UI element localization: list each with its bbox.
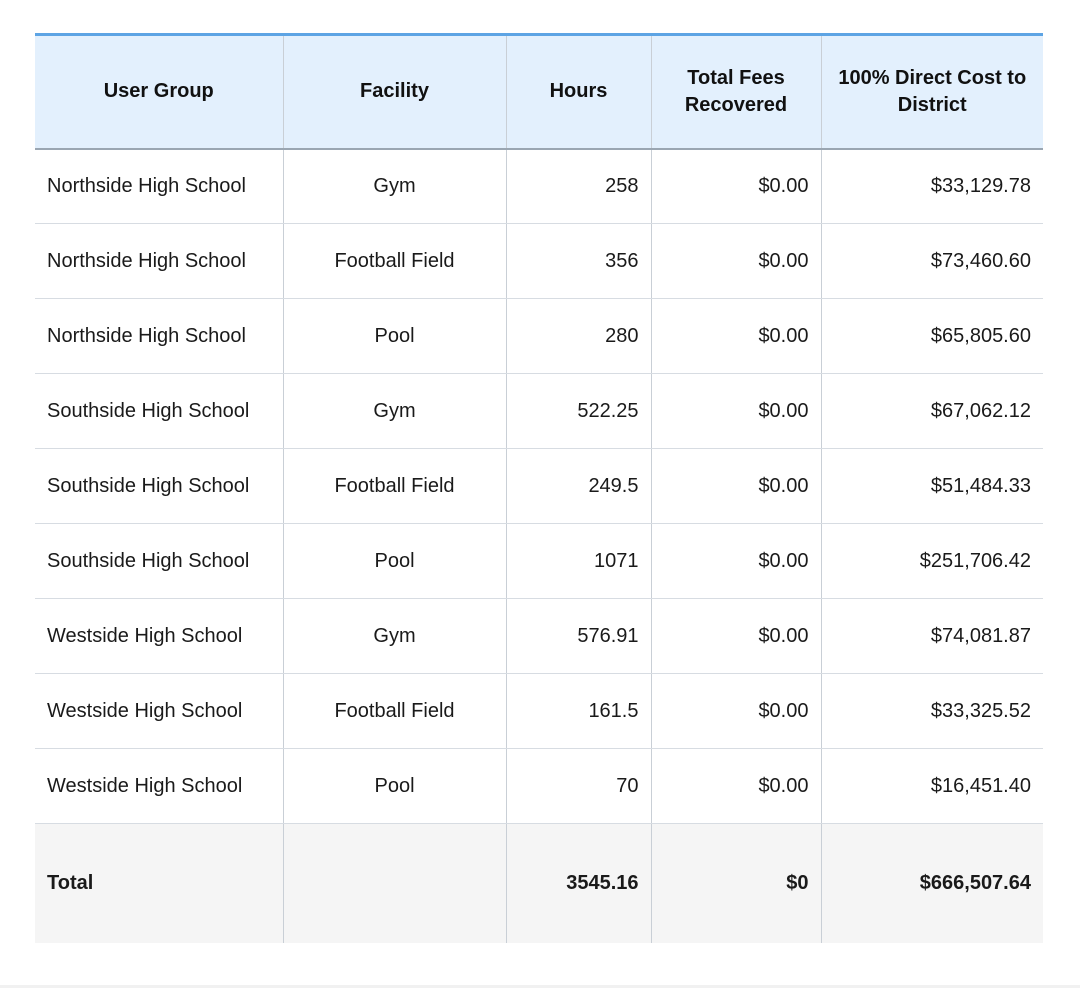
header-direct-cost-label: 100% Direct Cost to District <box>838 66 1027 116</box>
cell-direct-cost: $51,484.33 <box>821 449 1043 524</box>
header-total-fees-recovered <box>651 35 821 149</box>
total-label: Total <box>47 871 94 894</box>
facility-cost-table <box>35 33 1043 943</box>
header-user-group: User Group <box>35 35 283 149</box>
total-row <box>35 824 1043 943</box>
table-row <box>35 374 1043 449</box>
cell-fees-recovered: $0.00 <box>651 599 821 674</box>
total-hours: 3545.16 <box>506 824 651 943</box>
cell-direct-cost: $65,805.60 <box>821 299 1043 374</box>
header-facility: Facility <box>283 35 506 149</box>
cell-direct-cost: $16,451.40 <box>821 749 1043 824</box>
cell-hours: 356 <box>506 224 651 299</box>
cell-direct-cost: $33,325.52 <box>821 674 1043 749</box>
cell-direct-cost: $33,129.78 <box>821 149 1043 224</box>
cell-hours: 1071 <box>506 524 651 599</box>
header-direct-cost <box>821 35 1043 149</box>
cell-facility: Pool <box>283 524 506 599</box>
cell-user-group: Northside High School <box>35 224 283 299</box>
table-row <box>35 449 1043 524</box>
cell-hours: 161.5 <box>506 674 651 749</box>
cell-user-group: Westside High School <box>35 674 283 749</box>
header-total-fees-label: Total Fees Recovered <box>684 66 788 116</box>
cell-fees-recovered: $0.00 <box>651 674 821 749</box>
table-row <box>35 524 1043 599</box>
cell-facility: Football Field <box>283 674 506 749</box>
cell-hours: 280 <box>506 299 651 374</box>
cell-facility: Gym <box>283 149 506 224</box>
cell-fees-recovered: $0.00 <box>651 149 821 224</box>
table-row <box>35 149 1043 224</box>
cell-facility: Pool <box>283 299 506 374</box>
cell-fees-recovered: $0.00 <box>651 299 821 374</box>
cell-fees-recovered: $0.00 <box>651 374 821 449</box>
cell-direct-cost: $67,062.12 <box>821 374 1043 449</box>
table-row <box>35 224 1043 299</box>
cell-facility: Football Field <box>283 224 506 299</box>
cell-facility: Gym <box>283 599 506 674</box>
cell-hours: 249.5 <box>506 449 651 524</box>
cell-direct-cost: $251,706.42 <box>821 524 1043 599</box>
cell-hours: 576.91 <box>506 599 651 674</box>
table-header <box>35 35 1043 149</box>
table-body <box>35 149 1043 943</box>
cell-fees-recovered: $0.00 <box>651 524 821 599</box>
table-row <box>35 299 1043 374</box>
cell-user-group: Southside High School <box>35 524 283 599</box>
total-direct-cost: $666,507.64 <box>821 824 1043 943</box>
cell-facility: Football Field <box>283 449 506 524</box>
table-row <box>35 674 1043 749</box>
cell-direct-cost: $73,460.60 <box>821 224 1043 299</box>
table-row <box>35 599 1043 674</box>
total-fees-recovered: $0 <box>651 824 821 943</box>
total-facility <box>283 824 506 943</box>
header-hours: Hours <box>506 35 651 149</box>
header-row <box>35 35 1043 149</box>
cell-user-group: Southside High School <box>35 374 283 449</box>
cell-user-group: Westside High School <box>35 749 283 824</box>
cell-fees-recovered: $0.00 <box>651 224 821 299</box>
cell-facility: Gym <box>283 374 506 449</box>
cell-hours: 522.25 <box>506 374 651 449</box>
cell-user-group: Westside High School <box>35 599 283 674</box>
cell-user-group: Northside High School <box>35 149 283 224</box>
cell-user-group: Northside High School <box>35 299 283 374</box>
cell-facility: Pool <box>283 749 506 824</box>
cell-hours: 70 <box>506 749 651 824</box>
cell-direct-cost: $74,081.87 <box>821 599 1043 674</box>
cell-user-group: Southside High School <box>35 449 283 524</box>
cell-hours: 258 <box>506 149 651 224</box>
table-row <box>35 749 1043 824</box>
cell-fees-recovered: $0.00 <box>651 749 821 824</box>
cell-fees-recovered: $0.00 <box>651 449 821 524</box>
